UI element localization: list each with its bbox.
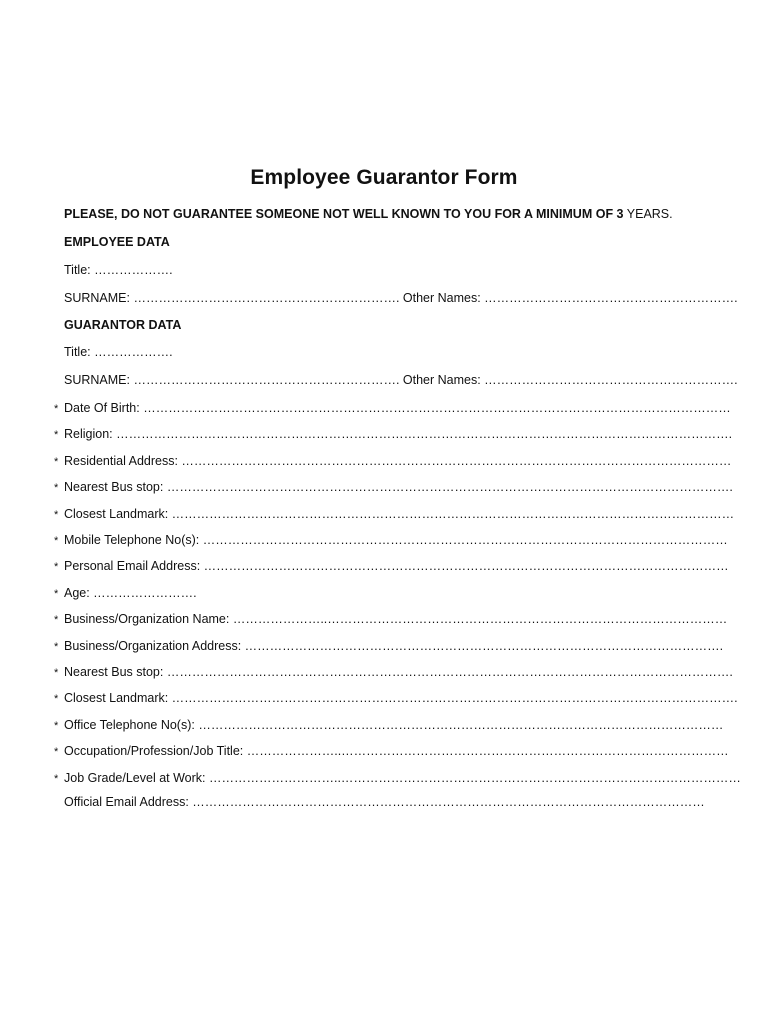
form-field-row[interactable]: Date Of Birth: ……………………………………………………………………………………………………………………………	[64, 401, 731, 415]
form-field-row[interactable]: Job Grade/Level at Work: …………………………..……………………………………………………………………………………	[64, 771, 741, 785]
guarantee-notice	[64, 206, 673, 222]
required-marker: *	[54, 720, 59, 732]
form-field-row[interactable]: Closest Landmark: ……………………………………………………………………………………………………………………….	[64, 691, 738, 705]
form-field-row[interactable]: Nearest Bus stop: ……………………………………………………………………………………………………………………….	[64, 665, 733, 679]
form-field-row[interactable]: Personal Email Address: ………………………………………………………………………………………………………………	[64, 559, 729, 573]
form-field-row[interactable]: Occupation/Profession/Job Title: …………………..…………………………………………………………………………………	[64, 744, 729, 758]
notice-tail-text: YEARS.	[623, 207, 673, 221]
form-field-row[interactable]: Office Telephone No(s): ………………………………………………………………………………………………………………	[64, 718, 724, 732]
required-marker: *	[54, 667, 59, 679]
form-title: Employee Guarantor Form	[250, 166, 518, 189]
employee-name-field[interactable]: SURNAME: ………………………………………………………. Other Names: …………………………………………………….	[64, 291, 738, 305]
employee-title-field[interactable]: Title: ……………….	[64, 263, 173, 277]
form-field-row[interactable]: Religion: ………………………………………………………………………………………………………………………………….	[64, 427, 733, 441]
form-field-row[interactable]: Closest Landmark: ………………………………………………………………………………………………………………………	[64, 507, 735, 521]
official-email-field[interactable]: Official Email Address: ……………………………………………………………………………………………………………	[64, 795, 705, 809]
form-field-row[interactable]: Residential Address: ……………………………………………………………………………………………………………………	[64, 454, 732, 468]
form-field-row[interactable]: Mobile Telephone No(s): ………………………………………………………………………………………………………………	[64, 533, 728, 547]
required-marker: *	[54, 482, 59, 494]
form-field-row[interactable]: Business/Organization Name: …………………..……………………………………………………………………………………	[64, 612, 728, 626]
guarantor-name-field[interactable]: SURNAME: ………………………………………………………. Other Names: …………………………………………………….	[64, 373, 738, 387]
required-marker: *	[54, 588, 59, 600]
required-marker: *	[54, 746, 59, 758]
required-marker: *	[54, 509, 59, 521]
required-marker: *	[54, 641, 59, 653]
required-marker: *	[54, 614, 59, 626]
required-marker: *	[54, 403, 59, 415]
guarantor-title-field[interactable]: Title: ……………….	[64, 345, 173, 359]
notice-bold-text: PLEASE, DO NOT GUARANTEE SOMEONE NOT WELL KNOWN TO YOU FOR A MINIMUM OF 3	[64, 207, 624, 221]
required-marker: *	[54, 561, 59, 573]
employee-data-heading: EMPLOYEE DATA	[64, 235, 170, 249]
required-marker: *	[54, 429, 59, 441]
form-field-row[interactable]: Business/Organization Address: …………………………………………………………………………………………………….	[64, 639, 724, 653]
form-field-row[interactable]: Age: …………………….	[64, 586, 197, 600]
form-field-row[interactable]: Nearest Bus stop: ……………………………………………………………………………………………………………………….	[64, 480, 733, 494]
required-marker: *	[54, 773, 59, 785]
required-marker: *	[54, 535, 59, 547]
guarantor-data-heading: GUARANTOR DATA	[64, 318, 182, 332]
required-marker: *	[54, 456, 59, 468]
required-marker: *	[54, 693, 59, 705]
